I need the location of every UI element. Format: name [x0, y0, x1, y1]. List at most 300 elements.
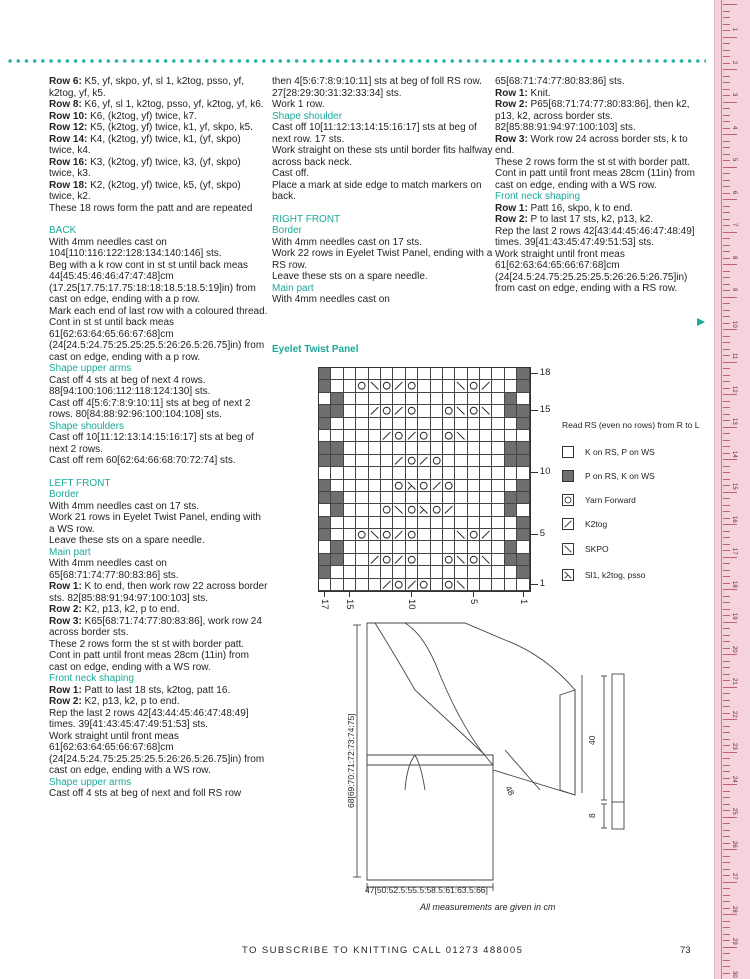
- ruler-number: 13: [731, 418, 737, 425]
- chart-cell: [431, 529, 443, 541]
- instruction-text: P65[68:71:74:77:80:83:86], then k2, p13, k2, across border sts. 82[85:88:91:94:97:100:103] sts.: [495, 99, 690, 133]
- chart-cell: [455, 418, 467, 430]
- ruler-tick: [723, 368, 730, 369]
- chart-cell: [319, 467, 331, 479]
- chart-cell: [431, 455, 443, 467]
- instruction-text: Work straight on these sts until border fits halfway across back neck.: [272, 145, 493, 168]
- chart-cell: [455, 430, 467, 442]
- instruction-paragraph: [49, 581, 269, 604]
- chart-cell: [356, 418, 368, 430]
- side-ruler: [714, 0, 750, 979]
- instruction-text: 65[68:71:74:77:80:83:86] sts.: [495, 76, 625, 87]
- ruler-tick: [723, 778, 730, 779]
- chart-cell: [455, 541, 467, 553]
- chart-cell: [468, 405, 480, 417]
- chart-cell: [517, 430, 529, 442]
- ruler-tick: [723, 732, 730, 733]
- ruler-tick: [723, 661, 730, 662]
- instruction-paragraph: [272, 99, 496, 111]
- chart-cell: [480, 467, 492, 479]
- chart-cell: [331, 442, 343, 454]
- chart-cell: [344, 368, 356, 380]
- instruction-text: K6, yf, sl 1, k2tog, psso, yf, k2tog, yf, k6.: [81, 99, 264, 110]
- chart-cell: [381, 405, 393, 417]
- instruction-paragraph: [49, 708, 269, 731]
- chart-cell: [431, 541, 443, 553]
- row-tick: [530, 472, 538, 473]
- chart-cell: [331, 504, 343, 516]
- ruler-tick: [723, 563, 730, 564]
- chart-cell: [455, 504, 467, 516]
- chart-cell: [431, 380, 443, 392]
- chart-cell: [443, 579, 455, 591]
- section-heading: Front neck shaping: [49, 673, 135, 684]
- chart-cell: [468, 418, 480, 430]
- chart-cell: [517, 554, 529, 566]
- chart-cell: [431, 554, 443, 566]
- instruction-text: Work 22 rows in Eyelet Twist Panel, ending with a RS row.: [272, 248, 493, 271]
- chart-cell: [344, 467, 356, 479]
- chart-cell: [319, 405, 331, 417]
- ruler-number: 29: [731, 938, 737, 945]
- ruler-number: 8: [731, 255, 737, 259]
- chart-cell: [455, 566, 467, 578]
- chart-cell: [455, 467, 467, 479]
- ruler-tick: [723, 173, 730, 174]
- instruction-paragraph: [495, 203, 700, 215]
- chart-cell: [468, 480, 480, 492]
- chart-key-title: Read RS (even no rows) from R to L: [562, 420, 700, 430]
- column-tick: [523, 591, 524, 597]
- chart-cell: [319, 430, 331, 442]
- chart-cell: [468, 504, 480, 516]
- ruler-tick: [723, 934, 730, 935]
- chart-cell: [356, 517, 368, 529]
- stitch-chart-grid: [318, 367, 531, 592]
- chart-cell: [369, 455, 381, 467]
- ruler-tick: [723, 63, 730, 64]
- chart-cell: [468, 541, 480, 553]
- ruler-tick: [723, 843, 730, 844]
- chart-cell: [431, 430, 443, 442]
- instruction-paragraph: [49, 731, 269, 777]
- chart-cell: [431, 418, 443, 430]
- chart-cell: [406, 418, 418, 430]
- instruction-text: Cont in patt until front meas 28cm (11in) from cast on edge, ending with a WS row.: [49, 650, 249, 673]
- chart-cell: [406, 430, 418, 442]
- chart-cell: [331, 430, 343, 442]
- chart-cell: [455, 579, 467, 591]
- ruler-tick: [723, 713, 730, 714]
- ruler-number: 11: [731, 353, 737, 360]
- chart-cell: [492, 418, 504, 430]
- ruler-tick: [723, 570, 730, 571]
- chart-cell: [492, 368, 504, 380]
- ruler-tick: [723, 810, 730, 811]
- row-number-label: 18: [539, 367, 551, 379]
- ruler-tick: [723, 823, 730, 824]
- chart-cell: [356, 393, 368, 405]
- row-number-label: 1: [539, 578, 546, 589]
- chart-cell: [443, 430, 455, 442]
- chart-cell: [443, 566, 455, 578]
- ruler-tick: [723, 76, 730, 77]
- chart-cell: [393, 517, 405, 529]
- chart-cell: [455, 368, 467, 380]
- ruler-tick: [723, 206, 730, 207]
- chart-cell: [418, 380, 430, 392]
- chart-cell: [517, 529, 529, 541]
- instruction-text: Work straight until front meas 61[62:63:64:65:66:67:68]cm (24[24.5:24.75:25.25:25.5:26:26.5:26.75]in) from cast on edge, ending with a RS row.: [495, 248, 688, 294]
- instruction-paragraph: [49, 455, 269, 467]
- chart-cell: [468, 467, 480, 479]
- ruler-tick: [723, 856, 730, 857]
- row-label: Row 1:: [495, 87, 528, 99]
- ruler-tick: [723, 791, 730, 792]
- instruction-text: Patt 16, skpo, k to end.: [527, 202, 633, 214]
- chart-cell: [443, 368, 455, 380]
- instruction-text: K4, (k2tog, yf) twice, k1, (yf, skpo) twice, k4.: [49, 133, 241, 156]
- chart-cell: [468, 380, 480, 392]
- ruler-number: 25: [731, 808, 737, 815]
- chart-cell: [431, 393, 443, 405]
- chart-cell: [331, 541, 343, 553]
- row-tick: [530, 534, 538, 535]
- chart-cell: [443, 455, 455, 467]
- instruction-paragraph: [495, 134, 700, 157]
- ruler-tick: [723, 797, 730, 798]
- row-number-label: 5: [539, 528, 546, 540]
- instruction-text: K5, yf, skpo, yf, sl 1, k2tog, psso, yf, k2tog, yf, k5.: [49, 76, 245, 99]
- chart-cell: [406, 455, 418, 467]
- width-measurement: 47[50:52.5:55.5:58.5:61:63.5:66]: [365, 885, 488, 895]
- chart-cell: [418, 480, 430, 492]
- chart-cell: [431, 517, 443, 529]
- ruler-tick: [723, 440, 730, 441]
- instruction-paragraph: [272, 248, 496, 271]
- row-label: Row 8:: [49, 99, 82, 110]
- instruction-paragraph: [495, 76, 700, 88]
- ruler-tick: [723, 56, 730, 57]
- chart-cell: [381, 442, 393, 454]
- chart-cell: [331, 480, 343, 492]
- key-item-knit: [562, 446, 655, 458]
- instruction-paragraph: [49, 122, 269, 134]
- sleeve-diagonal-measurement: 48: [503, 784, 517, 798]
- instruction-paragraph: [495, 157, 700, 192]
- chart-cell: [418, 541, 430, 553]
- ruler-tick: [723, 375, 730, 376]
- instruction-paragraph: [495, 226, 700, 249]
- chart-cell: [443, 405, 455, 417]
- instruction-text: Work row 24 across border sts, k to end.: [495, 133, 688, 156]
- chart-cell: [517, 467, 529, 479]
- ruler-tick: [723, 316, 730, 317]
- ruler-tick: [723, 401, 730, 402]
- chart-cell: [393, 554, 405, 566]
- chart-cell: [468, 455, 480, 467]
- chart-cell: [505, 430, 517, 442]
- row-tick: [530, 584, 538, 585]
- ruler-tick: [723, 966, 730, 967]
- ruler-tick: [723, 453, 730, 454]
- section-heading: Shape upper arms: [49, 776, 132, 788]
- chart-cell: [418, 579, 430, 591]
- ruler-tick: [723, 17, 730, 18]
- chart-cell: [406, 517, 418, 529]
- chart-cell: [505, 418, 517, 430]
- chart-cell: [319, 380, 331, 392]
- chart-cell: [381, 467, 393, 479]
- section-heading: Shape shoulder: [272, 110, 343, 122]
- chart-cell: [517, 517, 529, 529]
- purl-icon: [562, 470, 574, 482]
- ruler-tick: [723, 771, 730, 772]
- chart-cell: [319, 517, 331, 529]
- ruler-tick: [723, 310, 730, 311]
- chart-cell: [480, 517, 492, 529]
- chart-cell: [443, 504, 455, 516]
- ruler-tick: [723, 472, 730, 473]
- ruler-tick: [723, 706, 730, 707]
- chart-cell: [356, 455, 368, 467]
- chart-cell: [356, 430, 368, 442]
- instruction-text: Cast off 4 sts at beg of next 4 rows. 88[94:100:106:112:118:124:130] sts.: [49, 374, 211, 397]
- chart-cell: [331, 492, 343, 504]
- ruler-tick: [723, 674, 730, 675]
- section-heading: Main part: [272, 282, 314, 294]
- instruction-paragraph: [49, 203, 269, 215]
- instruction-paragraph: [49, 317, 269, 363]
- row-label: Row 6:: [49, 76, 82, 87]
- chart-title: Eyelet Twist Panel: [272, 344, 359, 355]
- chart-cell: [406, 529, 418, 541]
- instruction-text: These 18 rows form the patt and are repeated: [49, 202, 253, 214]
- chart-cell: [517, 541, 529, 553]
- instruction-text: then 4[5:6:7:8:9:10:11] sts at beg of foll RS row. 27[28:29:30:31:32:33:34] sts.: [272, 76, 482, 99]
- chart-cell: [468, 529, 480, 541]
- chart-cell: [344, 430, 356, 442]
- chart-cell: [381, 554, 393, 566]
- chart-cell: [406, 393, 418, 405]
- instruction-text: Rep the last 2 rows 42[43:44:45:46:47:48:49] times. 39[41:43:45:47:49:51:53] sts.: [49, 707, 249, 730]
- chart-cell: [492, 566, 504, 578]
- instruction-text: K to end, then work row 22 across border sts. 82[85:88:91:94:97:100:103] sts.: [49, 581, 268, 604]
- column-left: [49, 76, 269, 800]
- ruler-number: 6: [731, 190, 737, 194]
- chart-cell: [505, 517, 517, 529]
- chart-cell: [455, 405, 467, 417]
- chart-cell: [418, 492, 430, 504]
- chart-cell: [480, 430, 492, 442]
- chart-cell: [344, 393, 356, 405]
- ruler-tick: [723, 11, 730, 12]
- k2tog-icon: [562, 518, 574, 530]
- instruction-text: With 4mm needles cast on 65[68:71:74:77:80:83:86] sts.: [49, 558, 179, 581]
- chart-cell: [517, 393, 529, 405]
- ruler-tick: [723, 615, 730, 616]
- ruler-tick: [723, 212, 730, 213]
- instruction-paragraph: [49, 260, 269, 306]
- chart-cell: [356, 368, 368, 380]
- key-label: K2tog: [585, 519, 608, 529]
- instruction-text: Cont in st st until back meas 61[62:63:64:65:66:67:68]cm (24[24.5:24.75:25.25:25.5:26:26.5:26.75]in) from cast on edge, ending with a p row.: [49, 317, 265, 363]
- chart-cell: [468, 579, 480, 591]
- yo-icon: [562, 494, 574, 506]
- ruler-tick: [723, 323, 730, 324]
- chart-cell: [369, 579, 381, 591]
- instruction-paragraph: [495, 214, 700, 226]
- ruler-tick: [723, 940, 730, 941]
- ruler-tick: [723, 225, 730, 226]
- chart-cell: [492, 380, 504, 392]
- chart-cell: [505, 405, 517, 417]
- chart-cell: [505, 566, 517, 578]
- ruler-tick: [723, 745, 730, 746]
- ruler-tick: [723, 875, 730, 876]
- ruler-tick: [723, 648, 730, 649]
- instruction-text: K65[68:71:74:77:80:83:86], work row 24 across border sts.: [49, 615, 262, 638]
- ruler-number: 3: [731, 93, 737, 97]
- chart-cell: [492, 480, 504, 492]
- chart-cell: [406, 504, 418, 516]
- ruler-tick: [723, 258, 730, 259]
- chart-cell: [492, 529, 504, 541]
- chart-cell: [369, 405, 381, 417]
- chart-cell: [480, 442, 492, 454]
- chart-cell: [505, 442, 517, 454]
- chart-cell: [492, 405, 504, 417]
- chart-cell: [331, 455, 343, 467]
- ruler-tick: [723, 498, 730, 499]
- chart-cell: [319, 442, 331, 454]
- chart-cell: [517, 579, 529, 591]
- ruler-tick: [723, 108, 730, 109]
- row-label: Row 10:: [49, 110, 88, 122]
- ruler-tick: [723, 973, 730, 974]
- chart-cell: [517, 492, 529, 504]
- row-label: Row 2:: [495, 99, 528, 110]
- ruler-number: 16: [731, 515, 737, 523]
- chart-cell: [344, 492, 356, 504]
- ruler-tick: [723, 30, 730, 31]
- ruler-tick: [723, 836, 730, 837]
- chart-cell: [344, 504, 356, 516]
- chart-cell: [393, 467, 405, 479]
- chart-cell: [480, 529, 492, 541]
- instruction-text: Work straight until front meas 61[62:63:64:65:66:67:68]cm (24[24.5:24.75:25.25:25.5:26:26.5:26.75]in) from cast on edge, ending with a WS row.: [49, 730, 265, 776]
- chart-cell: [344, 541, 356, 553]
- chart-cell: [319, 480, 331, 492]
- instruction-paragraph: [272, 168, 496, 180]
- chart-cell: [468, 492, 480, 504]
- chart-cell: [319, 492, 331, 504]
- chart-cell: [443, 418, 455, 430]
- instruction-text: Cast off 10[11:12:13:14:15:16:17] sts at beg of next row. 17 sts.: [272, 122, 477, 145]
- row-label: Row 3:: [49, 615, 82, 627]
- chart-cell: [480, 393, 492, 405]
- ruler-tick: [723, 466, 730, 467]
- chart-cell: [492, 492, 504, 504]
- chart-cell: [505, 529, 517, 541]
- chart-cell: [406, 579, 418, 591]
- chart-cell: [331, 405, 343, 417]
- key-label: Yarn Forward: [585, 495, 636, 505]
- dotted-divider: [6, 58, 706, 64]
- instruction-text: Knit.: [527, 87, 551, 99]
- chart-cell: [431, 368, 443, 380]
- instruction-text: These 2 rows form the st st with border patt.: [49, 638, 245, 650]
- chart-cell: [517, 368, 529, 380]
- chart-cell: [505, 541, 517, 553]
- knit-icon: [562, 446, 574, 458]
- chart-cell: [331, 380, 343, 392]
- spacer: [272, 203, 496, 214]
- instruction-paragraph: [49, 501, 269, 513]
- chart-cell: [443, 467, 455, 479]
- chart-cell: [418, 517, 430, 529]
- chart-cell: [468, 442, 480, 454]
- chart-cell: [331, 393, 343, 405]
- sleeve-length-measurement: 40: [587, 735, 597, 745]
- chart-cell: [431, 467, 443, 479]
- section-heading: Front neck shaping: [495, 191, 581, 202]
- chart-cell: [331, 566, 343, 578]
- ruler-number: 1: [731, 28, 737, 32]
- chart-cell: [418, 393, 430, 405]
- ruler-tick: [723, 901, 730, 902]
- chart-cell: [369, 517, 381, 529]
- chart-cell: [418, 405, 430, 417]
- row-label: Row 2:: [49, 604, 82, 615]
- ruler-tick: [723, 89, 730, 90]
- row-label: Row 1:: [49, 684, 82, 696]
- section-heading: RIGHT FRONT: [272, 213, 341, 225]
- chart-cell: [492, 455, 504, 467]
- ruler-tick: [723, 869, 730, 870]
- instruction-paragraph: [49, 616, 269, 639]
- key-item-purl: [562, 470, 655, 482]
- ruler-tick: [723, 895, 730, 896]
- instruction-text: Leave these sts on a spare needle.: [49, 535, 205, 546]
- chart-cell: [381, 480, 393, 492]
- chart-cell: [344, 380, 356, 392]
- ruler-tick: [723, 505, 730, 506]
- chart-cell: [418, 566, 430, 578]
- instruction-paragraph: [49, 558, 269, 581]
- ruler-tick: [723, 765, 730, 766]
- chart-cell: [369, 393, 381, 405]
- key-label: Sl1, k2tog, psso: [585, 570, 646, 580]
- ruler-number: 7: [731, 223, 737, 227]
- column-tick: [411, 591, 412, 597]
- row-number-label: 15: [539, 404, 551, 416]
- chart-cell: [418, 430, 430, 442]
- instruction-paragraph: [49, 306, 269, 318]
- instruction-paragraph: [49, 237, 269, 260]
- row-label: Row 16:: [49, 156, 88, 168]
- chart-cell: [331, 467, 343, 479]
- column-tick: [349, 591, 350, 597]
- row-label: Row 2:: [495, 214, 528, 225]
- instruction-paragraph: [495, 99, 700, 134]
- chart-cell: [455, 380, 467, 392]
- row-label: Row 12:: [49, 122, 88, 133]
- instruction-text: Cast off 4[5:6:7:8:9:10:11] sts at beg of next 2 rows. 80[84:88:92:96:100:104:108] sts.: [49, 397, 251, 420]
- chart-cell: [356, 405, 368, 417]
- chart-cell: [381, 504, 393, 516]
- chart-cell: [331, 579, 343, 591]
